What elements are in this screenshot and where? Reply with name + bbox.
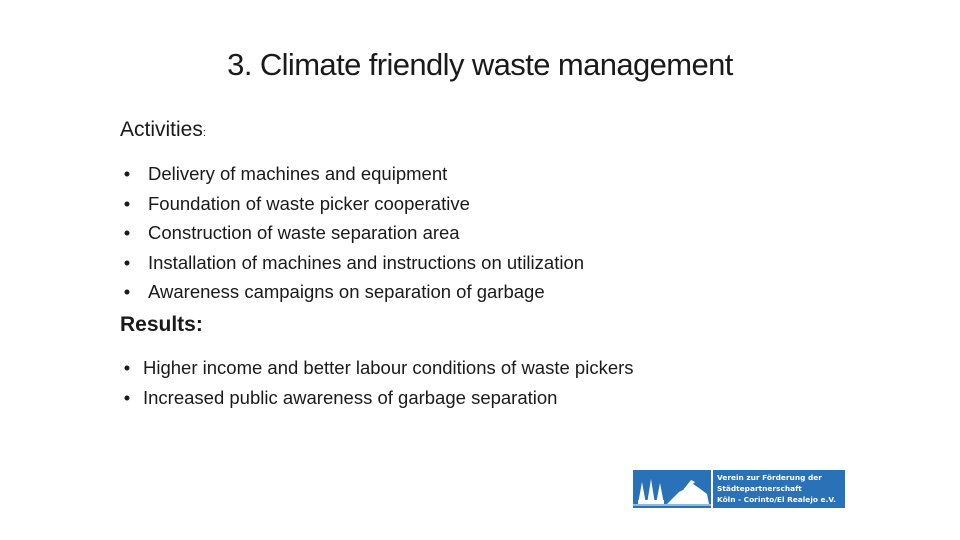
list-item-text: Installation of machines and instructions on utilization	[148, 251, 585, 273]
list-item	[120, 159, 584, 189]
bullet-icon: •	[123, 163, 131, 184]
bullet-icon: •	[123, 222, 131, 243]
logo-text-line: Verein zur Förderung der	[717, 473, 822, 482]
activities-heading-label: Activities	[120, 118, 203, 141]
logo-text-line: Köln - Corinto/El Realejo e.V.	[717, 495, 836, 504]
bullet-icon: •	[123, 192, 131, 214]
bullet-icon: •	[123, 251, 131, 273]
list-item	[120, 248, 584, 278]
bullet-icon: •	[123, 386, 131, 408]
list-item-text: Foundation of waste picker cooperative	[148, 192, 470, 214]
list-item	[120, 277, 584, 307]
list-item	[120, 383, 634, 413]
activities-heading	[120, 118, 206, 142]
list-item-text: Increased public awareness of garbage separation	[143, 386, 558, 408]
activities-heading-colon: :	[202, 127, 206, 139]
association-logo	[633, 470, 845, 508]
list-item-text: Awareness campaigns on separation of garbage	[148, 281, 545, 302]
bullet-icon: •	[123, 357, 131, 378]
results-heading: Results:	[120, 313, 203, 336]
results-list	[120, 353, 634, 412]
logo-text-line: Städtepartnerschaft	[717, 484, 802, 493]
activities-list	[120, 159, 584, 307]
slide-title: 3. Climate friendly waste management	[227, 47, 733, 82]
list-item-text: Higher income and better labour conditions of waste pickers	[143, 357, 634, 378]
list-item-text: Delivery of machines and equipment	[148, 163, 448, 184]
list-item	[120, 189, 584, 219]
city-skyline-logo-icon	[633, 470, 711, 508]
bullet-icon: •	[123, 281, 131, 302]
logo-wordmark	[713, 470, 845, 508]
list-item	[120, 218, 584, 248]
list-item	[120, 353, 634, 383]
list-item-text: Construction of waste separation area	[148, 222, 460, 243]
